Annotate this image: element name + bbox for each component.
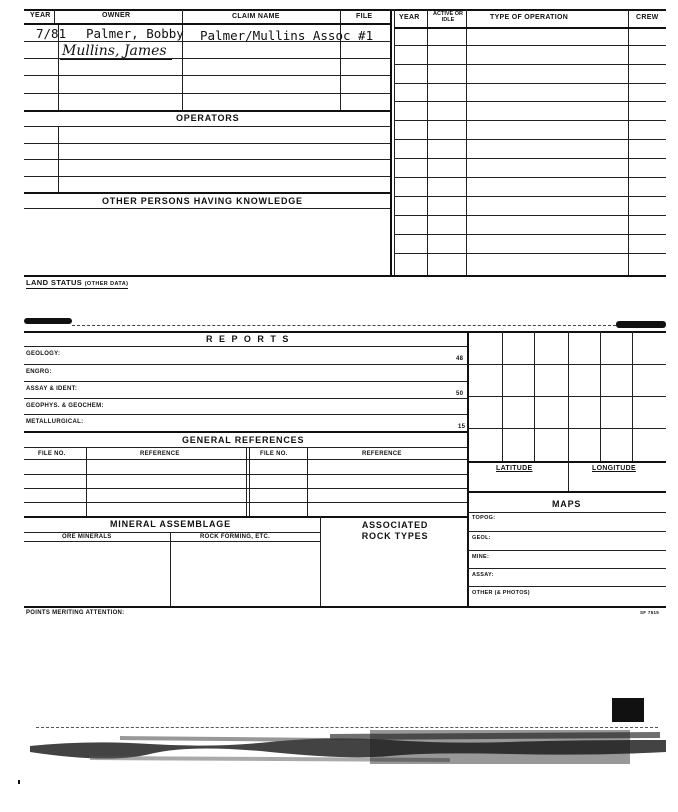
active-idle-header: ACTIVE OR IDLE bbox=[433, 11, 463, 23]
row-line bbox=[394, 101, 666, 102]
row-line bbox=[394, 139, 666, 140]
type-operation-header: TYPE OF OPERATION bbox=[490, 14, 569, 21]
row-line bbox=[394, 45, 666, 46]
points-meriting-attention-label: POINTS MERITING ATTENTION: bbox=[26, 610, 125, 616]
header-underline bbox=[24, 23, 390, 25]
divider bbox=[249, 447, 250, 516]
ore-minerals-label: ORE MINERALS bbox=[62, 534, 112, 540]
maps-other: OTHER (& PHOTOS) bbox=[472, 590, 530, 596]
row-line bbox=[24, 110, 390, 112]
grid-line bbox=[467, 491, 666, 493]
claim-name-header: CLAIM NAME bbox=[232, 13, 280, 20]
divider bbox=[466, 9, 467, 277]
row-line bbox=[24, 208, 390, 209]
ref-file-no-2: FILE NO. bbox=[260, 451, 288, 457]
form-code: SF 7515 bbox=[640, 610, 660, 615]
row-line bbox=[394, 215, 666, 216]
scan-dash-line bbox=[36, 727, 658, 728]
handwritten-name: Mullins, James bbox=[62, 43, 167, 59]
center-divider bbox=[394, 9, 395, 277]
row-line bbox=[394, 158, 666, 159]
ref-reference-1: REFERENCE bbox=[140, 451, 180, 457]
crew-header: CREW bbox=[636, 14, 659, 21]
maps-assay: ASSAY: bbox=[472, 572, 494, 578]
row-line bbox=[467, 512, 666, 513]
row-line bbox=[24, 532, 320, 533]
maps-topog: TOPOG: bbox=[472, 515, 496, 521]
other-persons-heading: OTHER PERSONS HAVING KNOWLEDGE bbox=[102, 196, 303, 206]
entry-year: 7/81 bbox=[36, 26, 67, 41]
row-line bbox=[24, 143, 390, 144]
operators-heading: OPERATORS bbox=[176, 113, 240, 123]
header-underline bbox=[394, 27, 666, 29]
divider bbox=[320, 516, 321, 606]
grid-line bbox=[467, 396, 666, 397]
row-line bbox=[24, 414, 467, 415]
row-line bbox=[394, 177, 666, 178]
ink-smudge bbox=[616, 321, 666, 328]
center-divider bbox=[390, 9, 392, 277]
mineral-assemblage-heading: MINERAL ASSEMBLAGE bbox=[110, 519, 231, 529]
row-line bbox=[24, 176, 390, 177]
latitude-label: LATITUDE bbox=[496, 465, 533, 472]
divider bbox=[54, 9, 55, 23]
row-line bbox=[467, 531, 666, 532]
divider bbox=[568, 461, 569, 491]
scan-noise-band bbox=[30, 730, 666, 766]
row-line bbox=[394, 196, 666, 197]
row-line bbox=[24, 275, 666, 277]
associated-rock-types-heading: ASSOCIATED ROCK TYPES bbox=[361, 520, 429, 541]
reports-top-border bbox=[24, 331, 666, 333]
reports-heading: R E P O R T S bbox=[206, 334, 291, 344]
row-line bbox=[394, 234, 666, 235]
row-line bbox=[467, 586, 666, 587]
ink-smudge bbox=[24, 318, 72, 324]
grid-line bbox=[467, 364, 666, 365]
divider bbox=[58, 127, 59, 193]
owner-header: OWNER bbox=[102, 12, 131, 19]
maps-mine: MINE: bbox=[472, 554, 490, 560]
row-line bbox=[24, 159, 390, 160]
metallurgical-num: 15 bbox=[458, 424, 466, 430]
reports-right-divider bbox=[467, 331, 469, 607]
maps-heading: MAPS bbox=[552, 499, 582, 509]
divider bbox=[628, 9, 629, 277]
row-line bbox=[24, 398, 467, 399]
row-line bbox=[24, 431, 467, 433]
row-line bbox=[467, 550, 666, 551]
row-line bbox=[24, 541, 320, 542]
top-border bbox=[24, 9, 666, 11]
speck bbox=[18, 780, 20, 784]
geophys-label: GEOPHYS. & GEOCHEM: bbox=[26, 403, 104, 409]
row-line bbox=[24, 192, 390, 194]
row-line bbox=[24, 516, 467, 518]
ref-file-no-1: FILE NO. bbox=[38, 451, 66, 457]
assay-num: 50 bbox=[456, 391, 464, 397]
maps-geol: GEOL: bbox=[472, 535, 491, 541]
divider bbox=[427, 9, 428, 277]
grid-line bbox=[467, 428, 666, 429]
entry-claim: Palmer/Mullins Assoc #1 bbox=[200, 28, 374, 43]
row-line bbox=[394, 120, 666, 121]
row-line bbox=[24, 364, 467, 365]
year-right-header: YEAR bbox=[399, 14, 420, 21]
metallurgical-label: METALLURGICAL: bbox=[26, 419, 84, 425]
geology-num: 48 bbox=[456, 356, 464, 362]
divider bbox=[307, 447, 308, 516]
divider bbox=[170, 532, 171, 606]
row-line bbox=[24, 93, 390, 94]
divider bbox=[246, 447, 247, 516]
divider bbox=[182, 9, 183, 23]
black-mark bbox=[612, 698, 644, 722]
row-line bbox=[394, 253, 666, 254]
ref-reference-2: REFERENCE bbox=[362, 451, 402, 457]
land-status-text: LAND STATUS bbox=[26, 278, 83, 287]
row-line bbox=[24, 381, 467, 382]
top-dash-line bbox=[72, 325, 616, 326]
assay-label: ASSAY & IDENT: bbox=[26, 386, 78, 392]
bottom-border bbox=[24, 606, 666, 608]
entry-owner: Palmer, Bobby bbox=[86, 26, 184, 41]
grid-line bbox=[467, 461, 666, 463]
row-line bbox=[24, 346, 467, 347]
divider bbox=[340, 9, 341, 23]
row-line bbox=[394, 83, 666, 84]
file-header: FILE bbox=[356, 13, 373, 20]
engrg-label: ENGRG: bbox=[26, 369, 52, 375]
handwriting-underline bbox=[60, 59, 172, 60]
divider bbox=[86, 447, 87, 516]
row-line bbox=[394, 64, 666, 65]
row-line bbox=[467, 568, 666, 569]
land-status-label bbox=[26, 278, 128, 289]
rock-forming-label: ROCK FORMING, ETC. bbox=[200, 534, 271, 540]
row-line bbox=[24, 126, 390, 127]
year-header: YEAR bbox=[30, 12, 51, 19]
geology-label: GEOLOGY: bbox=[26, 351, 61, 357]
longitude-label: LONGITUDE bbox=[592, 465, 636, 472]
row-line bbox=[24, 75, 390, 76]
general-references-heading: GENERAL REFERENCES bbox=[182, 435, 305, 445]
land-status-sub: (OTHER DATA) bbox=[84, 281, 129, 287]
